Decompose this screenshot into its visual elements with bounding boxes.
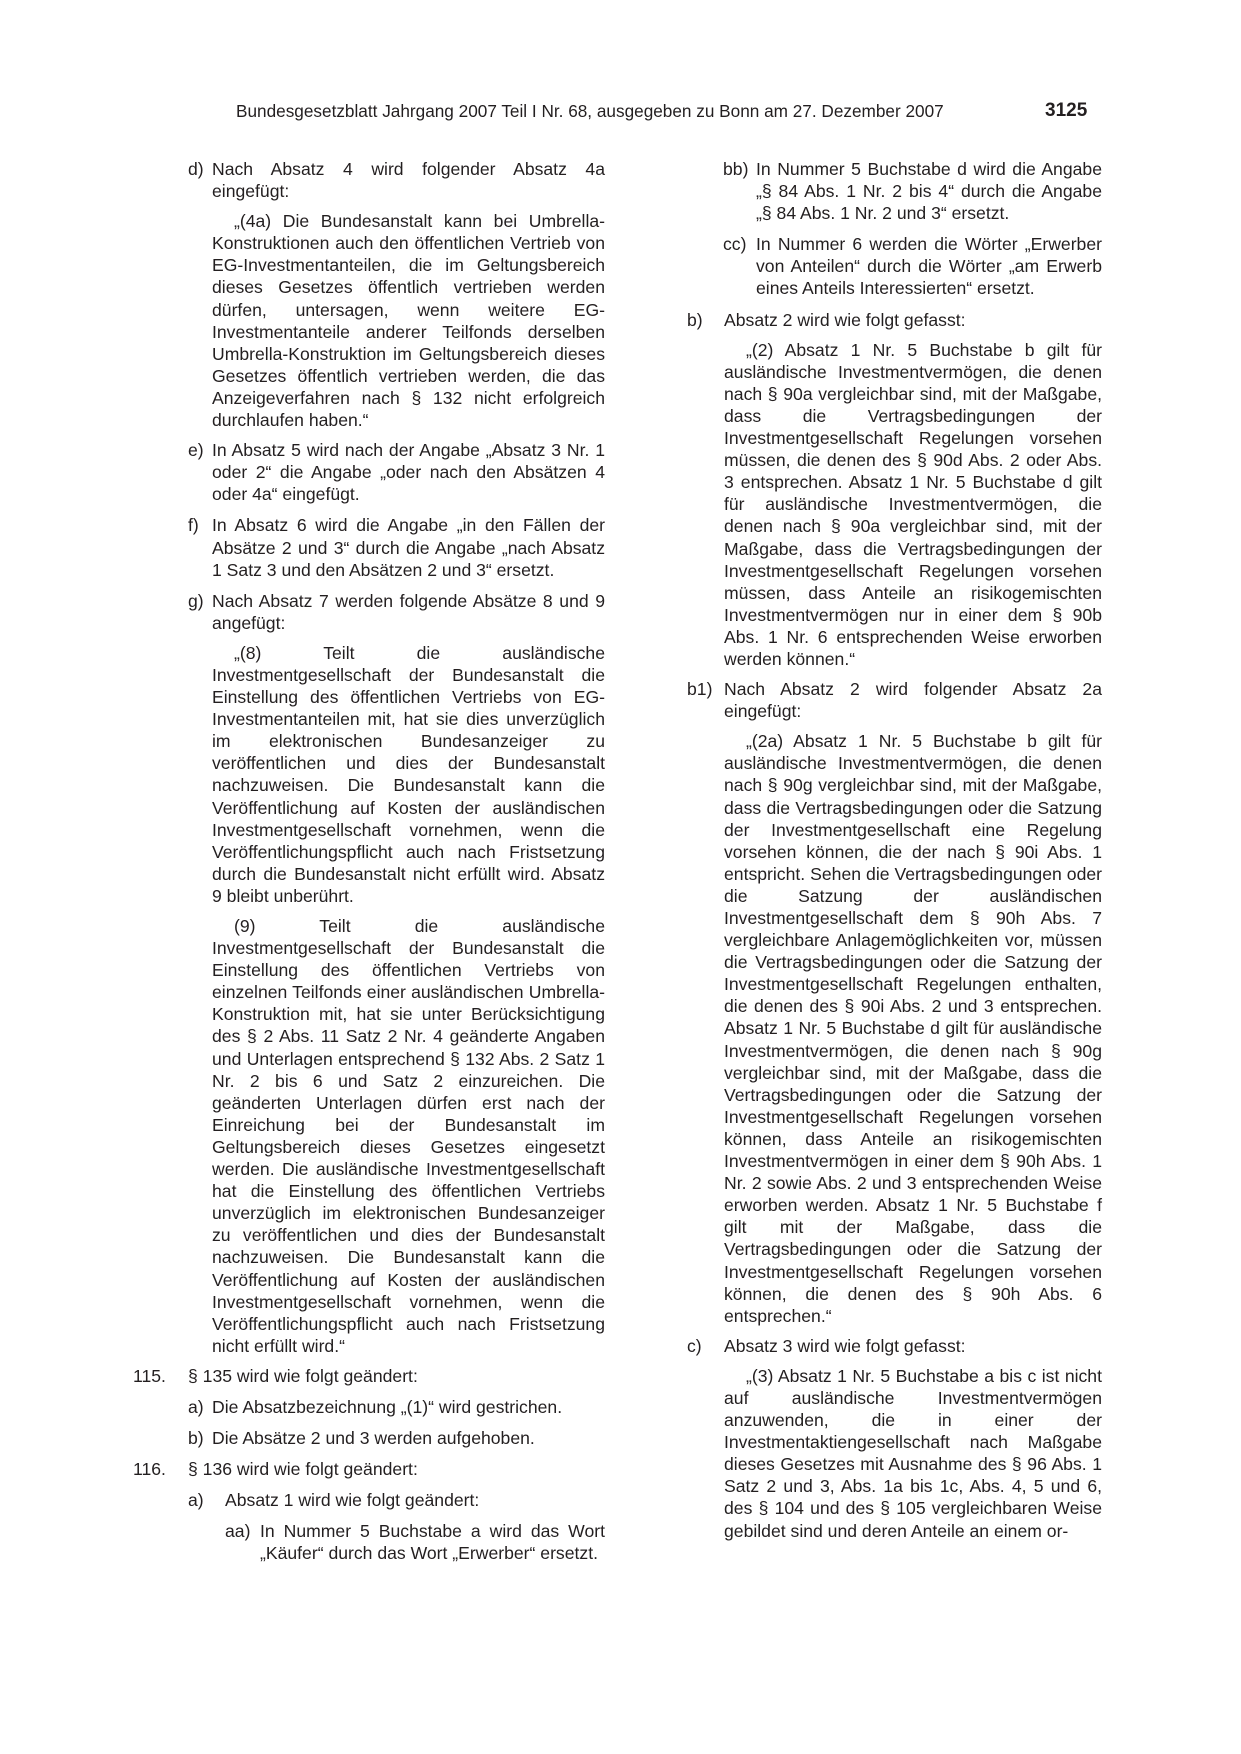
item-cc-label: cc) xyxy=(723,234,747,255)
quote-3 xyxy=(660,1365,1102,1542)
item-115-a-label: a) xyxy=(188,1396,204,1417)
item-115-label: 115. xyxy=(133,1365,166,1386)
item-c-text: Absatz 3 wird wie folgt gefasst: xyxy=(724,1335,966,1356)
item-115-text: § 135 wird wie folgt geändert: xyxy=(188,1365,418,1386)
item-b1-text: Nach Absatz 2 wird folgender Absatz 2a eingefügt: xyxy=(724,679,1102,722)
item-bb xyxy=(660,158,1102,224)
quote-4a xyxy=(150,210,605,431)
item-d xyxy=(150,158,605,202)
item-b-label: b) xyxy=(687,309,703,330)
item-116-a-text: Absatz 1 wird wie folgt geändert: xyxy=(225,1490,480,1511)
item-c-label: c) xyxy=(687,1335,702,1356)
item-cc-text: In Nummer 6 werden die Wörter „Erwerber von Anteilen“ durch die Wörter „am Erwerb eines Anteils Interessierten“ ersetzt. xyxy=(756,234,1102,299)
item-g-text: Nach Absatz 7 werden folgende Absätze 8 und 9 angefügt: xyxy=(212,590,605,633)
item-f xyxy=(150,514,605,580)
quote-9-text: (9) Teilt die ausländische Investmentgesellschaft der Bundesanstalt die Einstellung des öffentlichen Vertriebs von einzelnen Teilfonds einer ausländischen Umbrella-Konstruktion mit, hat sie unter Berücksichtigung des § 2 Abs. 11 Satz 2 Nr. 4 geänderte Angaben und Unterlagen entsprechend § 132 Abs. 2 Satz 1 Nr. 2 bis 6 und Satz 2 einzureichen. Die geänderten Unterlagen dürfen erst nach der Einreichung bei der Bundesanstalt im Geltungsbereich dieses Gesetzes eingesetzt werden. Die ausländische Investmentgesellschaft hat die Einstellung des öffentlichen Vertriebs unverzüglich im elektronischen Bundesanzeiger zu veröffentlichen und dies der Bundesanstalt nachzuweisen. Die Bundesanstalt kann die Veröffentlichung auf Kosten der ausländischen Investmentgesellschaft vornehmen, wenn die Veröffentlichungspflicht auch nach Fristsetzung nicht erfüllt wird.“ xyxy=(212,916,605,1356)
item-aa-text: In Nummer 5 Buchstabe a wird das Wort „Käufer“ durch das Wort „Erwerber“ ersetzt. xyxy=(260,1521,605,1564)
right-column xyxy=(660,158,1102,1550)
quote-9 xyxy=(150,915,605,1357)
item-b1 xyxy=(660,678,1102,722)
item-116-a xyxy=(150,1489,605,1511)
item-116-label: 116. xyxy=(133,1459,166,1480)
item-bb-label: bb) xyxy=(723,159,749,179)
item-116-text: § 136 wird wie folgt geändert: xyxy=(188,1459,418,1480)
item-b1-label: b1) xyxy=(687,679,713,700)
item-115-a-text: Die Absatzbezeichnung „(1)“ wird gestrichen. xyxy=(212,1396,563,1417)
item-g-label: g) xyxy=(188,590,204,611)
quote-4a-text: „(4a) Die Bundesanstalt kann bei Umbrella-Konstruktionen auch den öffentlichen Vertrieb von EG-Investmentanteilen, die im Geltungsbereich dieses Gesetzes öffentlich vertrieben werden dürfen, untersagen, wenn weitere EG-Investmentanteile anderer Teilfonds derselben Umbrella-Konstruktion im Geltungsbereich dieses Gesetzes öffentlich vertrieben werden, die das Anzeigeverfahren nach § 132 nicht erfolgreich durchlaufen haben.“ xyxy=(212,211,605,431)
quote-3-text: „(3) Absatz 1 Nr. 5 Buchstabe a bis c ist nicht auf ausländische Investmentvermögen anzuwenden, die in einer der Investmentaktiengesellschaft nach Maßgabe dieses Gesetzes mit Ausnahme des § 96 Abs. 1 Satz 2 und 3, Abs. 1a bis 1c, Abs. 4, 5 und 6, des § 104 und des § 105 vergleichbaren Weise gebildet sind und deren Anteile an einem or- xyxy=(724,1365,1102,1541)
item-cc xyxy=(660,233,1102,299)
item-115-b-text: Die Absätze 2 und 3 werden aufgehoben. xyxy=(212,1428,535,1449)
quote-2 xyxy=(660,339,1102,670)
header-title: Bundesgesetzblatt Jahrgang 2007 Teil I Nr. 68, ausgegeben zu Bonn am 27. Dezember 2007 xyxy=(236,101,944,121)
item-115 xyxy=(133,1365,605,1387)
item-d-label: d) xyxy=(188,159,204,179)
item-115-a xyxy=(150,1396,605,1418)
item-aa-label: aa) xyxy=(225,1521,251,1542)
quote-8-text: „(8) Teilt die ausländische Investmentgesellschaft der Bundesanstalt die Einstellung des öffentlichen Vertriebs von EG-Investmentanteilen mit, hat sie dies unverzüglich im elektronischen Bundesanzeiger zu veröffentlichen und dies der Bundesanstalt nachzuweisen. Die Bundesanstalt kann die Veröffentlichung auf Kosten der ausländischen Investmentgesellschaft vornehmen, wenn die Veröffentlichungspflicht auch nach Fristsetzung durch die Bundesanstalt nicht erfüllt wird. Absatz 9 bleibt unberührt. xyxy=(212,642,605,906)
quote-8 xyxy=(150,642,605,907)
item-f-label: f) xyxy=(188,515,199,536)
item-116 xyxy=(133,1458,605,1480)
item-115-b-label: b) xyxy=(188,1428,204,1449)
item-d-text: Nach Absatz 4 wird folgender Absatz 4a eingefügt: xyxy=(212,159,605,202)
quote-2a-text: „(2a) Absatz 1 Nr. 5 Buchstabe b gilt für ausländische Investmentvermögen, die denen nach § 90g vergleichbar sind, mit der Maßgabe, dass die Vertragsbedingungen oder die Satzung der Investmentgesellschaft eine Regelung vorsehen können, die der nach § 90i Abs. 1 entspricht. Sehen die Vertragsbedingungen oder die Satzung der ausländischen Investmentgesellschaft dem § 90h Abs. 7 vergleichbare Anlagemöglichkeiten vor, müssen die Vertragsbedingungen oder die Satzung der Investmentgesellschaft Regelungen enthalten, die denen des § 90i Abs. 2 und 3 entsprechen. Absatz 1 Nr. 5 Buchstabe d gilt für ausländische Investmentvermögen, die denen nach § 90g vergleichbar sind, mit der Maßgabe, dass die Vertragsbedingungen oder die Satzung der Investmentgesellschaft Regelungen vorsehen können, dass Anteile an risikogemischten Investmentvermögen in einer dem § 90h Abs. 1 Nr. 2 sowie Abs. 2 und 3 entsprechenden Weise erworben werden. Absatz 1 Nr. 5 Buchstabe f gilt mit der Maßgabe, dass die Vertragsbedingungen oder die Satzung der Investmentgesellschaft Regelungen vorsehen können, die denen des § 90h Abs. 6 entsprechen.“ xyxy=(724,731,1102,1326)
item-c xyxy=(660,1335,1102,1357)
page-number: 3125 xyxy=(1045,100,1088,121)
item-e xyxy=(150,439,605,505)
item-e-label: e) xyxy=(188,440,204,461)
item-b xyxy=(660,309,1102,331)
item-e-text: In Absatz 5 wird nach der Angabe „Absatz 3 Nr. 1 oder 2“ die Angabe „oder nach den Absätzen 4 oder 4a“ eingefügt. xyxy=(212,440,605,505)
item-f-text: In Absatz 6 wird die Angabe „in den Fällen der Absätze 2 und 3“ durch die Angabe „nach Absatz 1 Satz 3 und den Absätzen 2 und 3“ ersetzt. xyxy=(212,515,605,580)
quote-2a xyxy=(660,730,1102,1327)
item-116-a-label: a) xyxy=(188,1490,204,1511)
item-b-text: Absatz 2 wird wie folgt gefasst: xyxy=(724,309,966,330)
item-115-b xyxy=(150,1427,605,1449)
quote-2-text: „(2) Absatz 1 Nr. 5 Buchstabe b gilt für ausländische Investmentvermögen, die denen nach § 90a vergleichbar sind, mit der Maßgabe, dass die Vertragsbedingungen der Investmentgesellschaft Regelungen vorsehen müssen, die denen des § 90d Abs. 2 oder Abs. 3 entsprechen. Absatz 1 Nr. 5 Buchstabe d gilt für ausländische Investmentvermögen, die denen nach § 90a vergleichbar sind, mit der Maßgabe, dass die Vertragsbedingungen der Investmentgesellschaft Regelungen vorsehen müssen, dass Anteile an risikogemischten Investmentvermögen nur in einer dem § 90b Abs. 1 Nr. 6 entsprechenden Weise erworben werden können.“ xyxy=(724,339,1102,669)
left-column xyxy=(133,158,605,1574)
item-bb-text: In Nummer 5 Buchstabe d wird die Angabe „§ 84 Abs. 1 Nr. 2 bis 4“ durch die Angabe „§ 84 Abs. 1 Nr. 2 und 3“ ersetzt. xyxy=(756,159,1102,224)
item-g xyxy=(150,590,605,634)
item-aa xyxy=(150,1520,605,1564)
